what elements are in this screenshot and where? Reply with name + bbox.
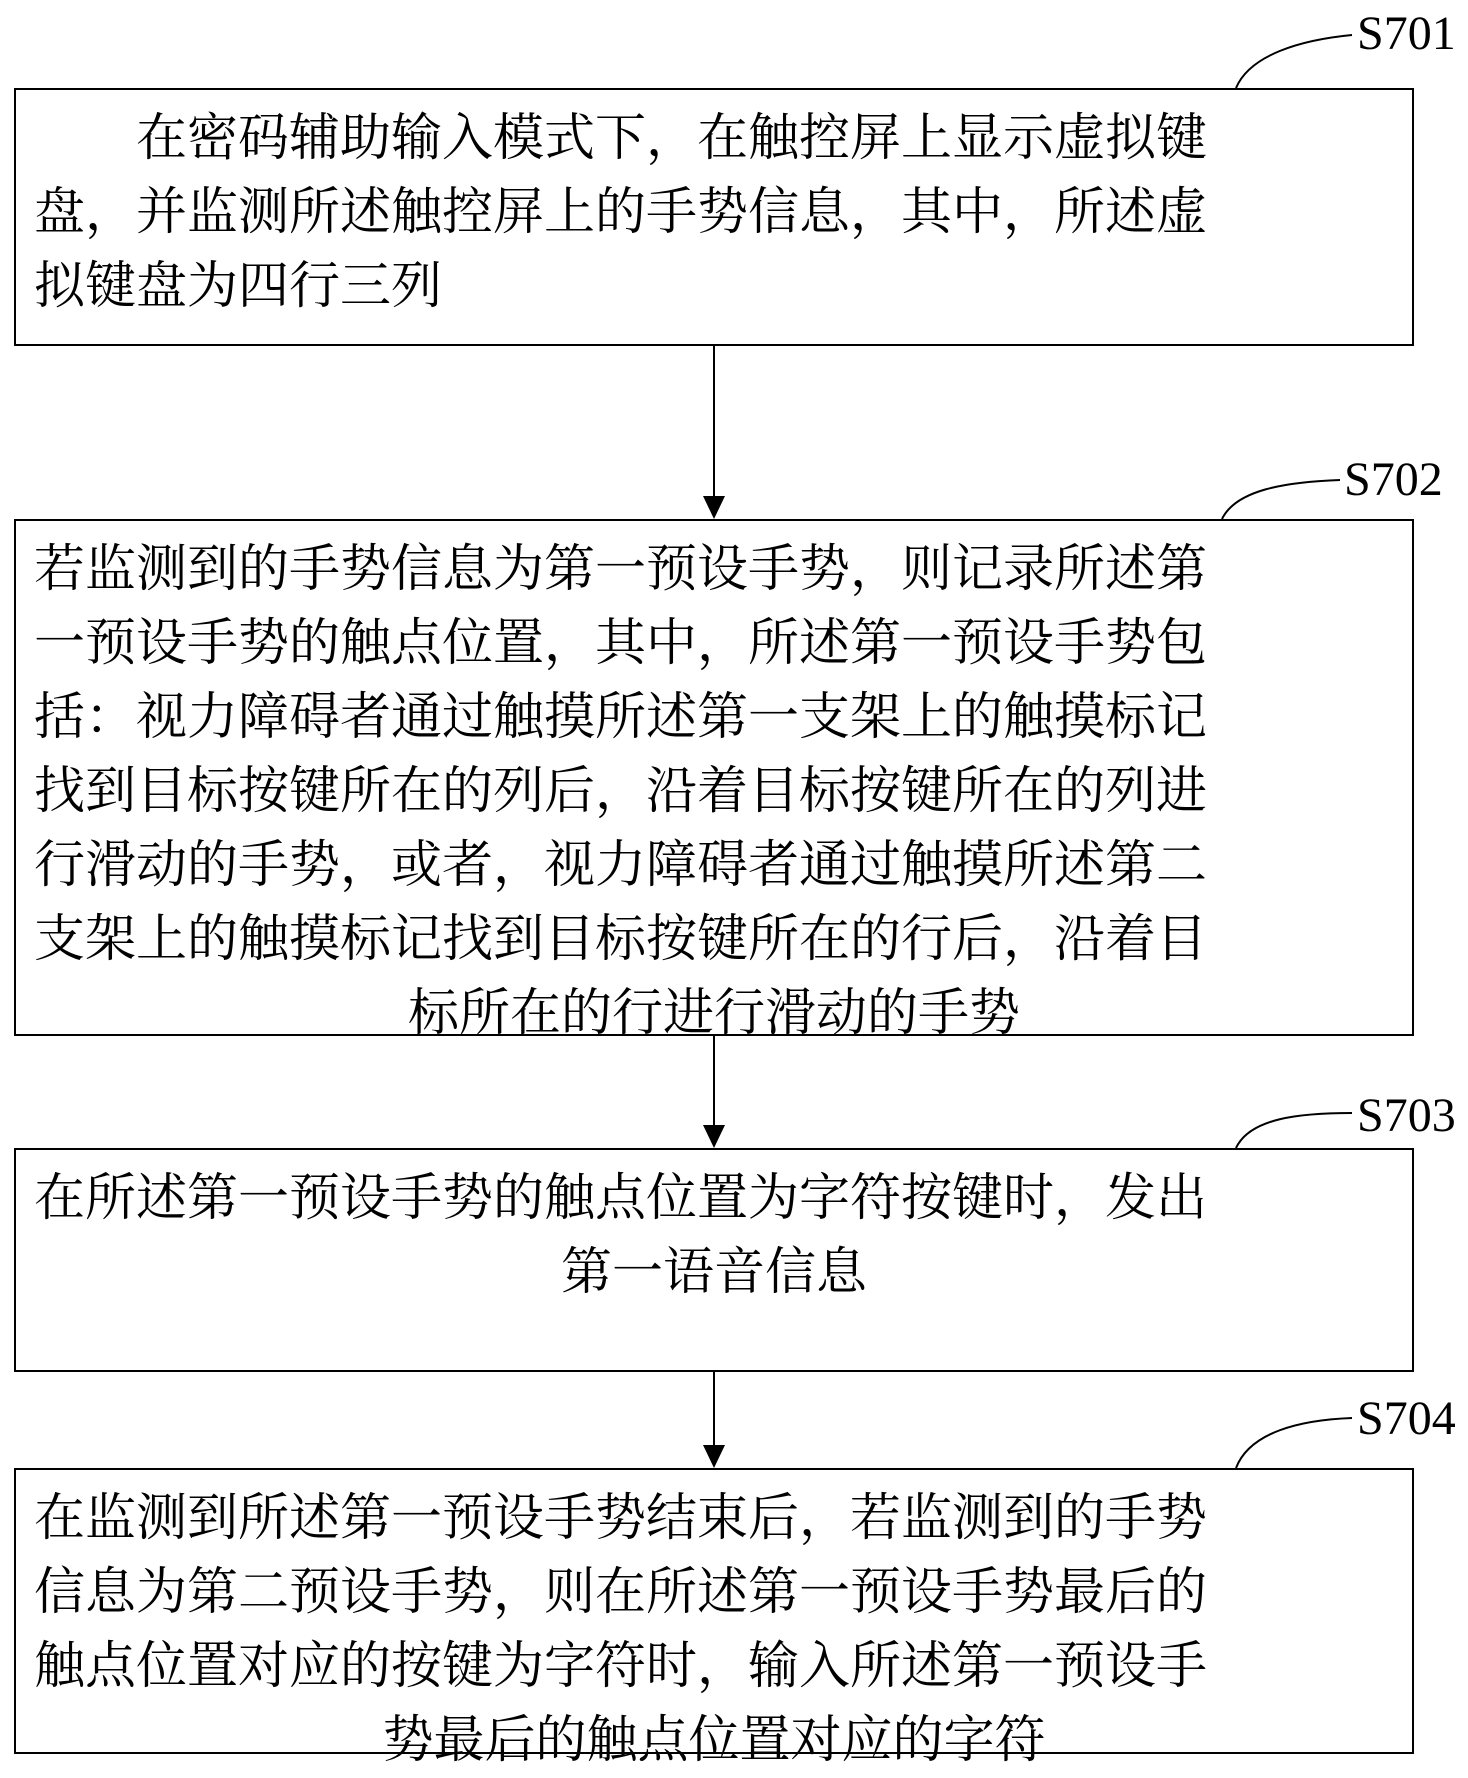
leader-s702 <box>1222 480 1340 519</box>
step-text-line: 括：视力障碍者通过触摸所述第一支架上的触摸标记 <box>34 688 1208 747</box>
step-text-line: 在所述第一预设手势的触点位置为字符按键时，发出 <box>34 1169 1208 1228</box>
step-text-line: 第一语音信息 <box>560 1243 867 1302</box>
step-text-line: 支架上的触摸标记找到目标按键所在的行后，沿着目 <box>34 910 1208 969</box>
step-label-s704: S704 <box>1357 1392 1456 1445</box>
arrowhead-s703 <box>703 1125 725 1148</box>
step-label-s701: S701 <box>1357 7 1456 60</box>
step-label-s702: S702 <box>1344 453 1443 506</box>
step-text-line: 盘，并监测所述触控屏上的手势信息，其中，所述虚 <box>34 183 1208 242</box>
step-label-s703: S703 <box>1357 1089 1456 1142</box>
leader-s701 <box>1236 35 1352 88</box>
step-box-s702 <box>14 519 1414 1043</box>
step-text-line: 行滑动的手势，或者，视力障碍者通过触摸所述第二 <box>34 836 1208 895</box>
step-text-line: 在密码辅助输入模式下，在触控屏上显示虚拟键 <box>34 109 1208 168</box>
leader-s704 <box>1236 1418 1352 1468</box>
step-text-line: 在监测到所述第一预设手势结束后，若监测到的手势 <box>34 1489 1208 1548</box>
step-box-s701 <box>14 88 1414 346</box>
step-text-line: 拟键盘为四行三列 <box>34 257 443 316</box>
step-text-line: 信息为第二预设手势，则在所述第一预设手势最后的 <box>34 1563 1208 1622</box>
leader-s703 <box>1236 1113 1352 1148</box>
step-text-line: 标所在的行进行滑动的手势 <box>407 984 1020 1043</box>
arrowhead-s702 <box>703 496 725 519</box>
step-text-line: 找到目标按键所在的列后，沿着目标按键所在的列进 <box>34 762 1208 821</box>
step-text-line: 触点位置对应的按键为字符时，输入所述第一预设手 <box>34 1637 1208 1696</box>
step-box-s704 <box>14 1468 1414 1770</box>
step-text-line: 若监测到的手势信息为第一预设手势，则记录所述第 <box>34 540 1208 599</box>
step-text-line: 一预设手势的触点位置，其中，所述第一预设手势包 <box>34 614 1208 673</box>
step-text-line: 势最后的触点位置对应的字符 <box>382 1711 1046 1770</box>
arrowhead-s704 <box>703 1445 725 1468</box>
step-box-s703 <box>14 1148 1414 1372</box>
